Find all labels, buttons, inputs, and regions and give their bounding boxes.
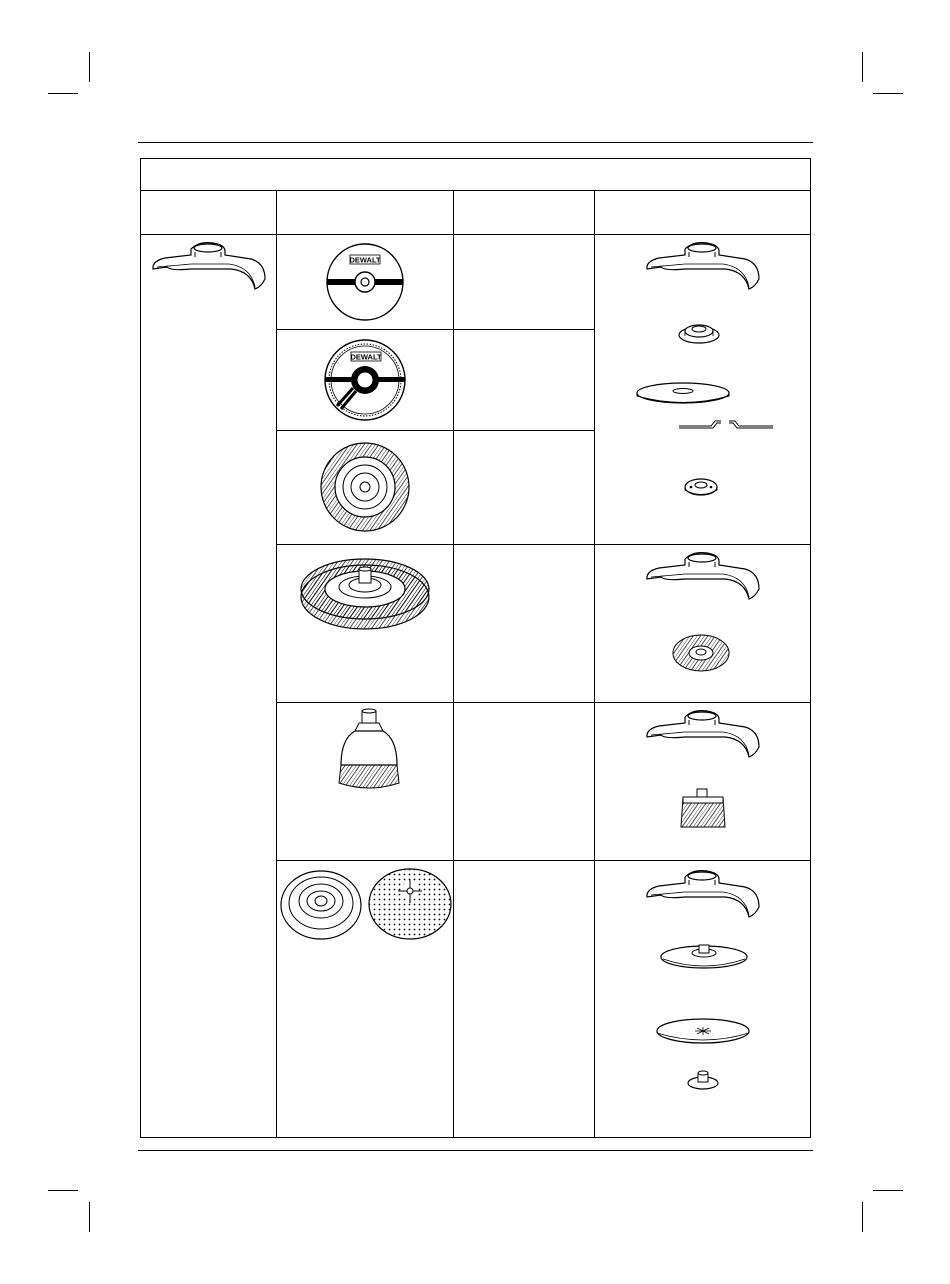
wheel-profile-icon	[677, 417, 777, 431]
lock-nut-icon	[683, 473, 719, 499]
thin-wheel-icon	[635, 381, 731, 407]
accessory-table	[140, 158, 811, 1138]
header-guard	[141, 191, 277, 235]
header-rule	[138, 142, 813, 143]
sanding-disc-icon	[367, 867, 453, 941]
wire-wheel-icon	[319, 441, 411, 533]
knotted-wire-wheel-icon	[299, 549, 431, 633]
assembly-cell-1	[595, 235, 811, 545]
assembly-cell-2	[595, 545, 811, 703]
knotted-wheel-small-icon	[671, 631, 731, 675]
description-cell	[454, 703, 595, 861]
cup-brush-small-icon	[677, 787, 729, 831]
cutting-guard-icon	[151, 239, 269, 295]
dewalt-cutting-wheel-icon	[325, 242, 405, 322]
accessory-cell	[277, 235, 454, 330]
guard-column	[141, 235, 277, 1138]
accessory-cell	[277, 861, 454, 1138]
backing-pad-small-icon	[659, 939, 749, 971]
description-cell	[454, 235, 595, 330]
accessory-cell	[277, 431, 454, 545]
crop-mark-bottom-left-v	[89, 1202, 90, 1232]
crop-mark-top-left-h	[48, 93, 78, 94]
crop-mark-top-left-v	[89, 52, 90, 82]
table-title	[141, 159, 811, 191]
guard-assembly-icon	[645, 707, 763, 763]
crop-mark-top-right-v	[862, 52, 863, 82]
assembly-cell-3	[595, 703, 811, 861]
accessory-cell	[277, 703, 454, 861]
dewalt-diamond-wheel-icon	[323, 338, 407, 422]
accessory-cell	[277, 330, 454, 431]
brand-logo: DEWALT	[349, 255, 381, 265]
crop-mark-bottom-right-h	[873, 1190, 903, 1191]
guard-assembly-icon	[645, 239, 763, 295]
wire-cup-brush-icon	[337, 709, 401, 797]
brand-logo: DEWALT	[350, 352, 382, 362]
crop-mark-top-right-h	[873, 93, 903, 94]
description-cell	[454, 431, 595, 545]
header-assembly	[595, 191, 811, 235]
description-cell	[454, 545, 595, 703]
sanding-disc-small-icon	[655, 1017, 751, 1047]
backing-flange-icon	[677, 319, 721, 347]
assembly-cell-4	[595, 861, 811, 1138]
description-cell	[454, 861, 595, 1138]
crop-mark-bottom-right-v	[862, 1202, 863, 1232]
description-cell	[454, 330, 595, 431]
accessory-cell	[277, 545, 454, 703]
header-accessory	[277, 191, 454, 235]
guard-assembly-icon	[645, 549, 763, 605]
guard-assembly-icon	[645, 867, 763, 923]
footer-rule	[138, 1150, 813, 1151]
clamp-nut-icon	[685, 1069, 721, 1091]
header-description	[454, 191, 595, 235]
crop-mark-bottom-left-h	[48, 1190, 78, 1191]
backing-pad-icon	[279, 869, 363, 943]
